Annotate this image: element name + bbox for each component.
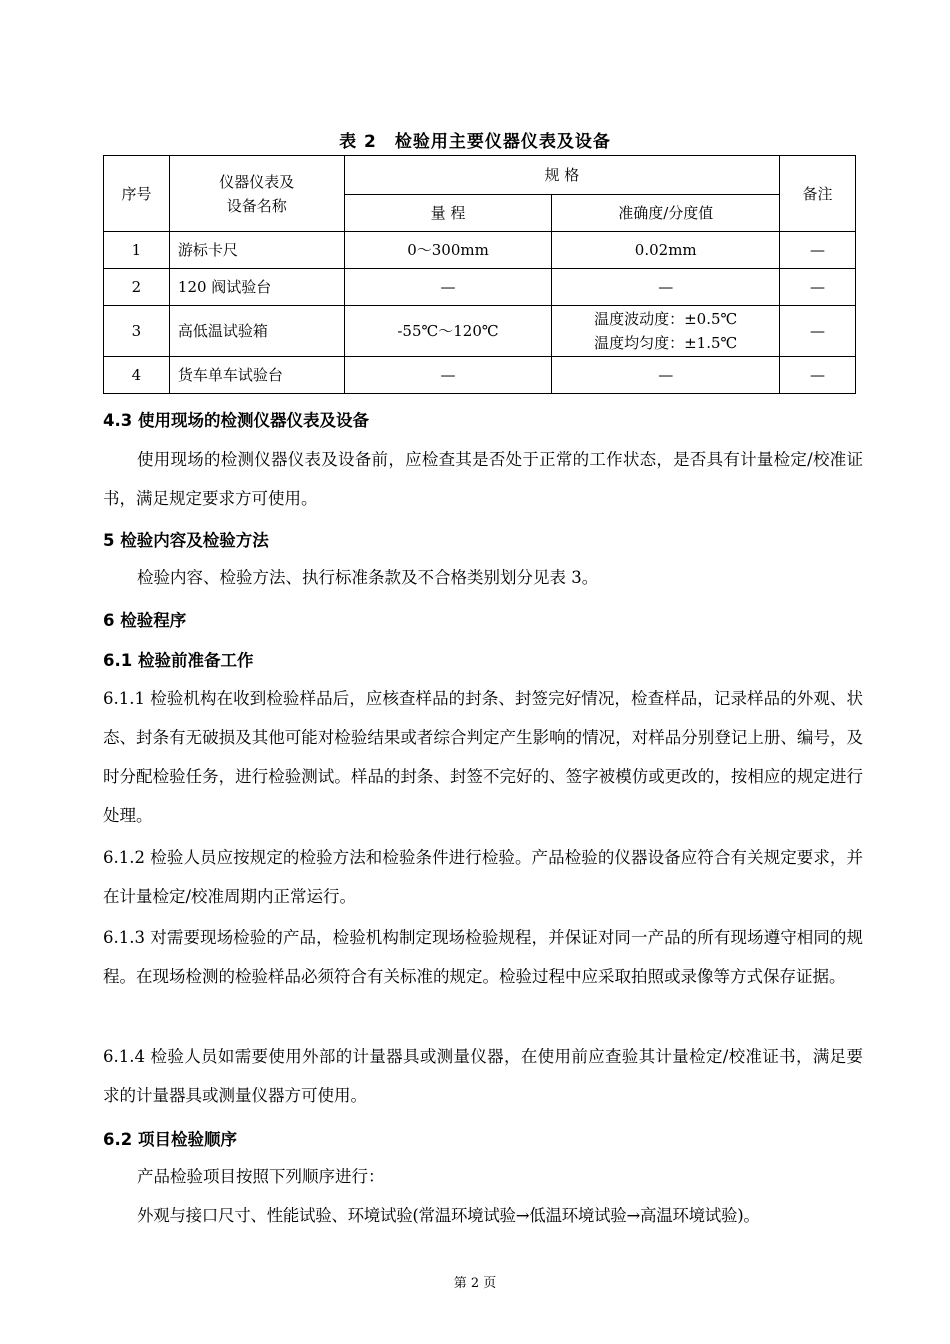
cell-accuracy: — [552,269,780,306]
cell-remark: — [780,357,856,394]
table-row [104,357,856,394]
section-4-3-heading: 4.3 使用现场的检测仪器仪表及设备 [103,411,369,430]
table-row [104,232,856,269]
section-5-text: 检验内容、检验方法、执行标准条款及不合格类别划分见表 3。 [137,568,599,587]
page-number: 第 2 页 [453,1276,497,1291]
section-6-1-4-text: 6.1.4 检验人员如需要使用外部的计量器具或测量仪器，在使用前应查验其计量检定/校准证书，满足要求的计量器具或测量仪器方可使用。 [103,1047,863,1105]
section-6-heading: 6 检验程序 [103,611,187,630]
instrument-table [103,155,856,394]
header-accuracy: 准确度/分度值 [552,195,780,232]
cell-seq: 4 [104,357,170,394]
section-6-1-1-text: 6.1.1 检验机构在收到检验样品后，应核查样品的封条、封签完好情况，检查样品，记录样品的外观、状态、封条有无破损及其他可能对检验结果或者综合判定产生影响的情况，对样品分别登记上册、编号，及时分配检验任务，进行检验测试。样品的封条、封签不完好的、签字被模仿或更改的，按相应的规定进行处理。 [103,689,863,825]
section-5-heading: 5 检验内容及检验方法 [103,531,269,550]
table-caption [0,127,950,152]
header-seq: 序号 [104,156,170,232]
table-caption-title: 检验用主要仪器仪表及设备 [394,132,611,152]
cell-range: — [344,357,552,394]
cell-remark: — [780,232,856,269]
cell-accuracy [552,306,780,357]
cell-seq: 3 [104,306,170,357]
accuracy-line2: 温度均匀度：±1.5℃ [594,334,738,352]
cell-accuracy: 0.02mm [552,232,780,269]
table-row [104,269,856,306]
cell-name: 高低温试验箱 [169,306,344,357]
section-4-3-text: 使用现场的检测仪器仪表及设备前，应检查其是否处于正常的工作状态，是否具有计量检定/校准证书，满足规定要求方可使用。 [103,450,863,508]
header-name [169,156,344,232]
header-name-line2: 设备名称 [226,196,287,215]
table-row [104,306,856,357]
cell-name: 游标卡尺 [169,232,344,269]
section-6-2-heading: 6.2 项目检验顺序 [103,1130,237,1149]
cell-range: — [344,269,552,306]
section-6-1-heading: 6.1 检验前准备工作 [103,651,254,670]
cell-remark: — [780,306,856,357]
cell-remark: — [780,269,856,306]
cell-seq: 2 [104,269,170,306]
section-6-1-3-text: 6.1.3 对需要现场检验的产品，检验机构制定现场检验规程，并保证对同一产品的所有现场遵守相同的规程。在现场检测的检验样品必须符合有关标准的规定。检验过程中应采取拍照或录像等方式保存证据。 [103,928,863,986]
section-6-2-text2: 外观与接口尺寸、性能试验、环境试验(常温环境试验→低温环境试验→高温环境试验)。 [137,1206,760,1225]
cell-name: 120 阀试验台 [169,269,344,306]
cell-range: -55℃～120℃ [344,306,552,357]
header-name-line1: 仪器仪表及 [219,172,295,191]
header-range: 量 程 [344,195,552,232]
cell-name: 货车单车试验台 [169,357,344,394]
accuracy-line1: 温度波动度：±0.5℃ [594,310,738,328]
cell-range: 0～300mm [344,232,552,269]
table-caption-number: 表 2 [339,132,377,152]
cell-accuracy: — [552,357,780,394]
section-6-2-text1: 产品检验项目按照下列顺序进行： [137,1167,385,1186]
cell-seq: 1 [104,232,170,269]
header-remark: 备注 [780,156,856,232]
header-spec: 规 格 [344,156,779,195]
section-6-1-2-text: 6.1.2 检验人员应按规定的检验方法和检验条件进行检验。产品检验的仪器设备应符合有关规定要求，并在计量检定/校准周期内正常运行。 [103,848,863,906]
